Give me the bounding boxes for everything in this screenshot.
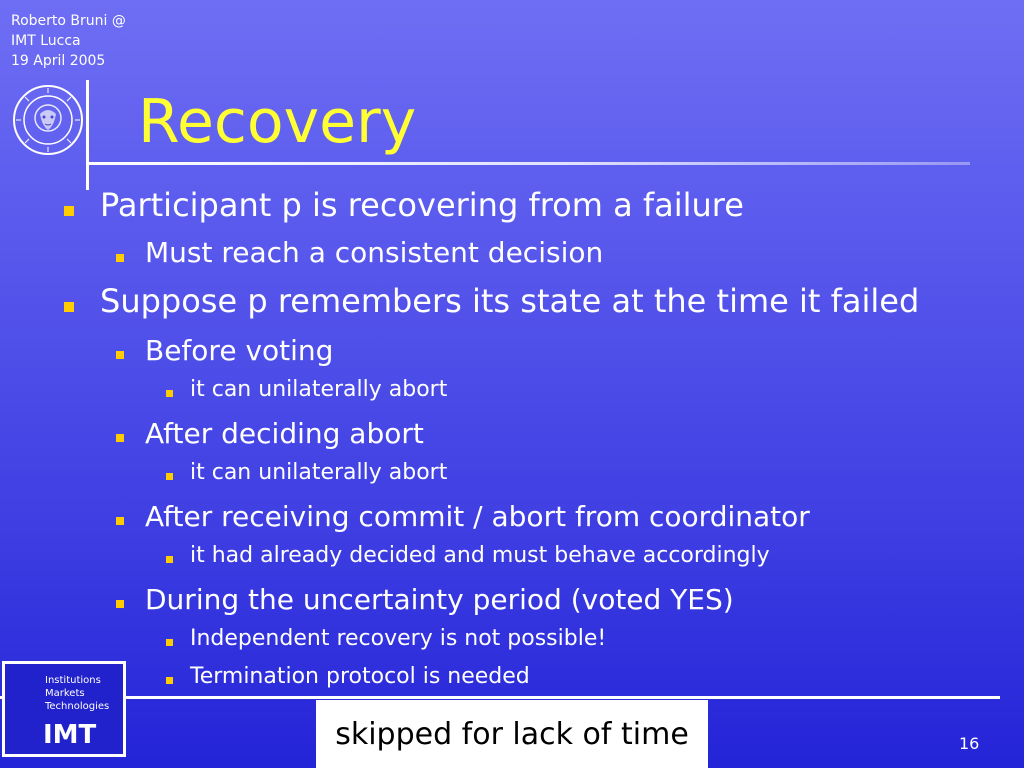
title-vertical-rule <box>86 80 89 190</box>
bullet-item: Before voting <box>145 334 334 367</box>
skipped-note-box: skipped for lack of time <box>316 700 708 768</box>
logo-line-institutions: Institutions <box>45 675 101 686</box>
institution-line: IMT Lucca <box>11 33 81 49</box>
bullet-marker <box>116 351 124 359</box>
bullet-marker <box>166 473 173 480</box>
bullet-marker <box>64 302 74 312</box>
logo-line-technologies: Technologies <box>45 701 110 712</box>
bullet-marker <box>166 556 173 563</box>
bullet-item: it had already decided and must behave accordingly <box>190 543 770 568</box>
bullet-item: it can unilaterally abort <box>190 377 448 402</box>
logo-line-markets: Markets <box>45 688 85 699</box>
logo-subtitle <box>45 674 109 713</box>
university-seal-icon <box>12 84 84 156</box>
author-line: Roberto Bruni @ <box>11 13 126 29</box>
bullet-item: Termination protocol is needed <box>190 664 530 689</box>
bullet-item: Independent recovery is not possible! <box>190 626 607 651</box>
title-horizontal-rule <box>86 162 970 165</box>
slide-title: Recovery <box>138 87 417 157</box>
footer-rule <box>0 696 1000 699</box>
bullet-item: it can unilaterally abort <box>190 460 448 485</box>
bullet-marker <box>116 517 124 525</box>
header-info <box>11 11 126 71</box>
bullet-item: Participant p is recovering from a failure <box>100 186 744 224</box>
bullet-marker <box>166 390 173 397</box>
bullet-marker <box>116 600 124 608</box>
page-number: 16 <box>959 734 980 753</box>
bullet-marker <box>166 677 173 684</box>
bullet-marker <box>116 434 124 442</box>
bullet-marker <box>166 639 173 646</box>
bullet-item: Suppose p remembers its state at the time it failed <box>100 282 920 320</box>
bullet-marker <box>64 206 74 216</box>
bullet-item: After receiving commit / abort from coordinator <box>145 500 810 533</box>
bullet-item: During the uncertainty period (voted YES) <box>145 583 734 616</box>
logo-name: IMT <box>43 720 97 750</box>
bullet-marker <box>116 254 124 262</box>
imt-logo <box>2 661 126 757</box>
date-line: 19 April 2005 <box>11 53 106 69</box>
bullet-item: After deciding abort <box>145 417 424 450</box>
bullet-item: Must reach a consistent decision <box>145 236 604 269</box>
